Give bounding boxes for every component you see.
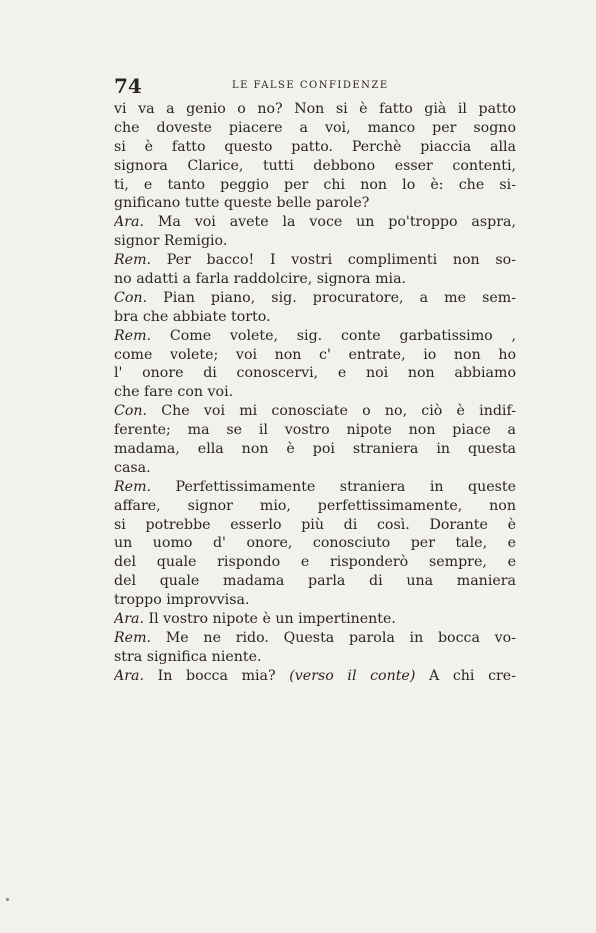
text-line (114, 516, 516, 535)
line-text: Che voi mi conosciate o no, ciò è indif- (161, 403, 516, 420)
page-number: 74 (114, 74, 142, 98)
text-line (114, 100, 516, 119)
line-text: Il vostro nipote è un impertinente. (148, 611, 396, 628)
speaker-name: Con. (114, 403, 148, 420)
speech-line (114, 289, 516, 308)
text-line (114, 157, 516, 176)
text-line (114, 553, 516, 572)
text-line (114, 119, 516, 138)
line-text: come volete; voi non c' entrate, io non ho (114, 346, 516, 363)
line-text: ferente; ma se il vostro nipote non piace a (114, 422, 516, 439)
line-text: bra che abbiate torto. (114, 308, 271, 325)
speaker-name: Rem. (114, 478, 152, 495)
line-text: che fare con voi. (114, 384, 234, 401)
text-line (114, 308, 516, 327)
line-text: Ma voi avete la voce un po'troppo aspra, (157, 214, 516, 231)
line-text: madama, ella non è poi straniera in questa (114, 441, 516, 458)
text-line (114, 138, 516, 157)
text-line (114, 194, 516, 213)
line-text: si è fatto questo patto. Perchè piaccia alla (114, 138, 516, 155)
line-text: troppo improvvisa. (114, 592, 250, 609)
speech-line (114, 478, 516, 497)
speaker-name: Ara. (114, 214, 144, 231)
line-text: In bocca mia? (157, 667, 276, 684)
speech-line (114, 610, 516, 629)
speaker-name: Ara. (114, 667, 144, 684)
line-text: che doveste piacere a voi, manco per sogno (114, 119, 516, 136)
stage-direction: (verso il conte) (289, 667, 416, 684)
line-text: Perfettissimamente straniera in queste (175, 478, 516, 495)
speech-line (114, 402, 516, 421)
line-text: un uomo d' onore, conosciuto per tale, e (114, 535, 516, 552)
line-text: signora Clarice, tutti debbono esser contenti, (114, 157, 516, 174)
line-text: Pian piano, sig. procuratore, a me sem- (163, 289, 516, 306)
speaker-name: Rem. (114, 327, 152, 344)
line-text: del quale madama parla di una maniera (114, 573, 516, 590)
text-line (114, 534, 516, 553)
text-line (114, 176, 516, 195)
speech-line (114, 629, 516, 648)
text-line (114, 383, 516, 402)
line-text: Per bacco! I vostri complimenti non so- (166, 252, 516, 269)
text-line (114, 364, 516, 383)
text-line (114, 572, 516, 591)
line-text: ti, e tanto peggio per chi non lo è: che si- (114, 176, 516, 193)
line-text: del quale rispondo e risponderò sempre, e (114, 554, 516, 571)
speech-line (114, 251, 516, 270)
line-text: stra significa niente. (114, 648, 262, 665)
text-line (114, 232, 516, 251)
speaker-name: Rem. (114, 252, 152, 269)
speech-line (114, 327, 516, 346)
line-text: si potrebbe esserlo più di così. Dorante è (114, 516, 516, 533)
line-text: affare, signor mio, perfettissimamente, non (114, 497, 516, 514)
text-line (114, 270, 516, 289)
text-line (114, 421, 516, 440)
text-line (114, 648, 516, 667)
line-text: Me ne rido. Questa parola in bocca vo- (165, 629, 516, 646)
line-text: casa. (114, 459, 151, 476)
speaker-name: Con. (114, 289, 148, 306)
speaker-name: Ara. (114, 611, 144, 628)
line-text: no adatti a farla raddolcire, signora mia. (114, 271, 407, 288)
speech-line (114, 667, 516, 686)
page-speck (6, 898, 9, 901)
line-text-after: A chi cre- (415, 667, 516, 684)
text-line (114, 346, 516, 365)
line-text: signor Remigio. (114, 233, 228, 250)
speech-line (114, 213, 516, 232)
text-line (114, 459, 516, 478)
running-title: LE FALSE CONFIDENZE (232, 80, 389, 91)
text-line (114, 497, 516, 516)
dialogue-text (114, 100, 516, 686)
text-line (114, 591, 516, 610)
line-text: Come volete, sig. conte garbatissimo , (169, 327, 516, 344)
speaker-name: Rem. (114, 629, 152, 646)
line-text: gnificano tutte queste belle parole? (114, 195, 370, 212)
page-header (114, 74, 514, 98)
text-line (114, 440, 516, 459)
line-text: l' onore di conoscervi, e noi non abbiamo (114, 365, 516, 382)
line-text: vi va a genio o no? Non si è fatto già il patto (114, 101, 516, 117)
